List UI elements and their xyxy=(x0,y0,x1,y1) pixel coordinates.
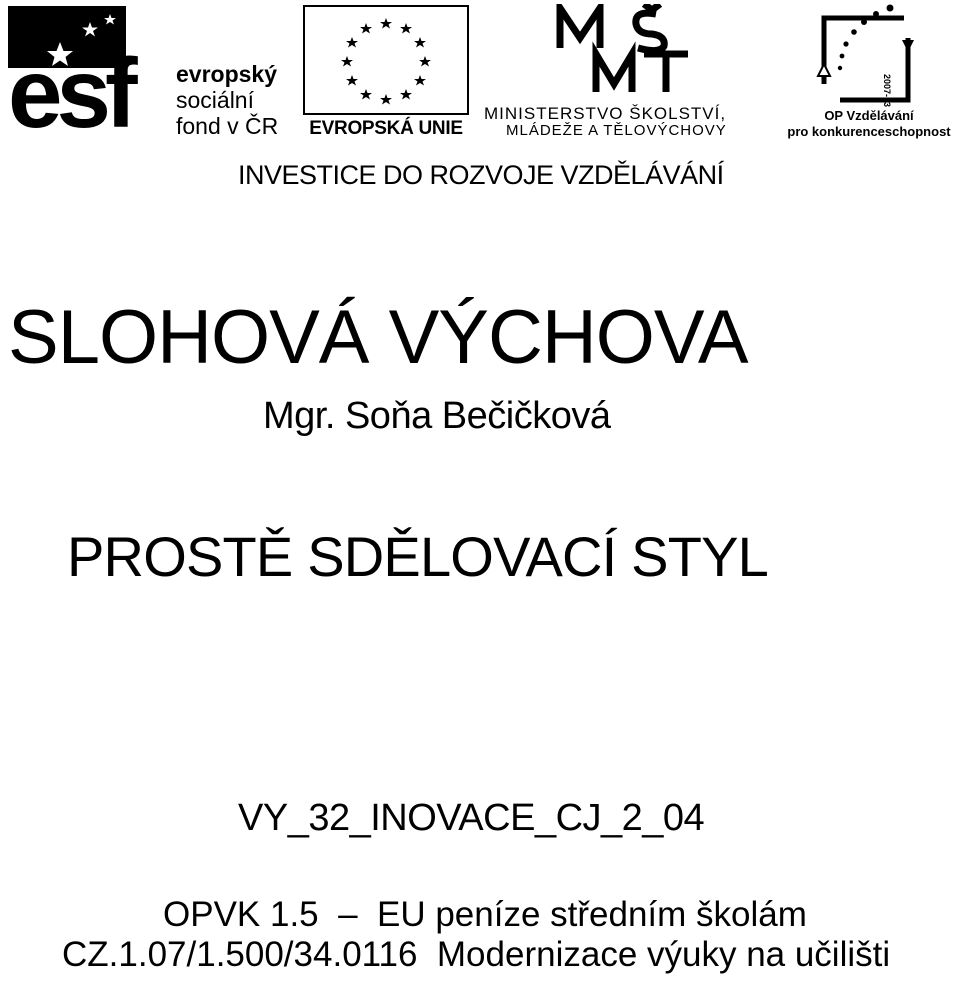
eu-label: EVROPSKÁ UNIE xyxy=(309,118,463,139)
msmt-line-1: MINISTERSTVO ŠKOLSTVÍ, xyxy=(484,104,727,123)
footer-line-2: CZ.1.07/1.500/34.0116 Modernizace výuky na učilišti xyxy=(62,935,891,974)
op-logo-graphic xyxy=(812,4,932,106)
esf-line-2: sociální xyxy=(176,87,254,113)
op-line-1: OP Vzdělávání xyxy=(824,108,914,123)
page-title: SLOHOVÁ VÝCHOVA xyxy=(8,295,748,380)
material-code: VY_32_INOVACE_CJ_2_04 xyxy=(238,797,705,839)
eu-flag-logo xyxy=(303,5,469,120)
msmt-line-2: MLÁDEŽE A TĚLOVÝCHOVY xyxy=(506,122,727,139)
esf-logo xyxy=(8,6,168,148)
msmt-logo xyxy=(556,4,696,99)
op-logo xyxy=(812,4,932,111)
esf-line-1: evropský xyxy=(176,61,278,87)
op-line-2: pro konkurenceschopnost xyxy=(787,124,951,139)
investice-tagline: INVESTICE DO ROZVOJE VZDĚLÁVÁNÍ xyxy=(238,160,724,190)
msmt-logo-graphic xyxy=(556,4,696,94)
footer-line-1: OPVK 1.5 – EU peníze středním školám xyxy=(163,895,807,934)
esf-line-3: fond v ČR xyxy=(176,113,279,139)
esf-wordmark: esf xyxy=(8,38,132,148)
eu-flag-icon xyxy=(303,5,469,115)
page-subtitle: PROSTĚ SDĚLOVACÍ STYL xyxy=(67,525,769,588)
author-name: Mgr. Soňa Bečičková xyxy=(263,395,611,437)
op-years: 2007-13 xyxy=(882,74,892,108)
